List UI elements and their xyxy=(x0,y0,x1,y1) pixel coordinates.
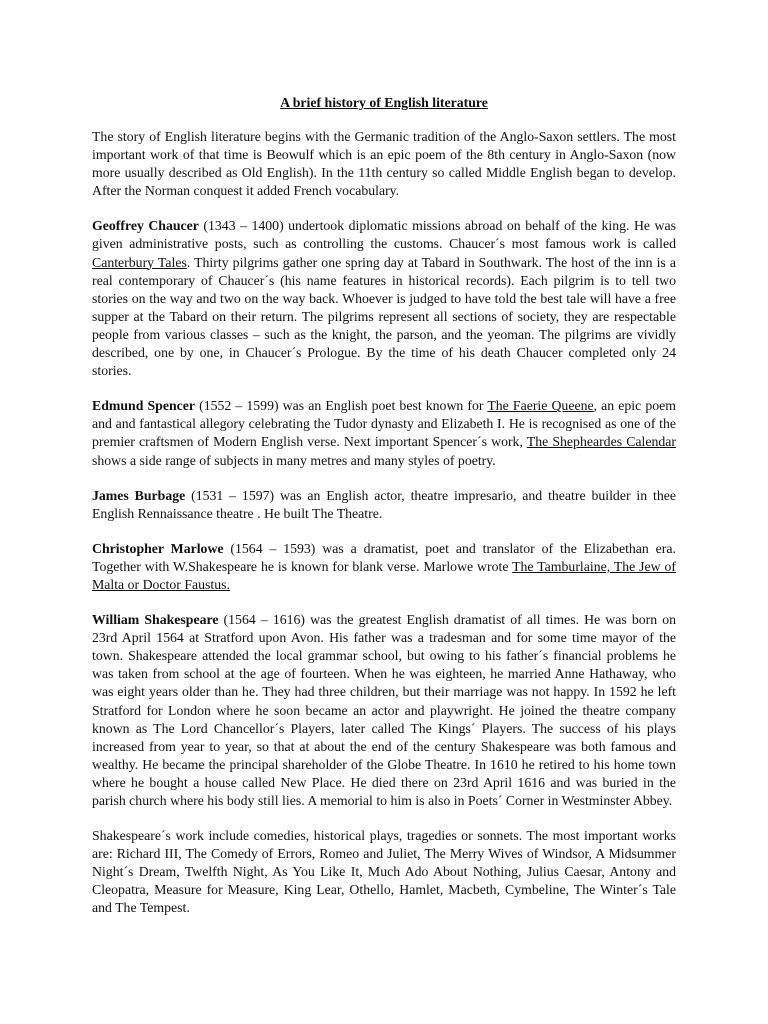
spencer-text-2: , an epic poem and and fantastical allegory celebrating the Tudor dynasty and Elizabeth I. He is recognised as one of the premier craftsmen of Modern English verse. Next important Spencer´s work, xyxy=(92,398,677,450)
spencer-work-title-1: The Faerie Queene xyxy=(487,398,594,414)
shakespeare-name: William Shakespeare xyxy=(92,612,219,628)
shakespeare-text-1: (1564 – 1616) was the greatest English dramatist of all times. He was born on 23rd April 1564 at Stratford upon Avon. His father was a tradesman and for some time mayor of the town. Shakespeare attended the local grammar school, but owing to his father´s financial problems he was taken from school at the age of fourteen. When he was eighteen, he married Anne Hathaway, who was eight years older than he. They had three children, but their marriage was not happy. In 1592 he left Stratford for London where he soon became an actor and playwright. He joined the theatre company known as The Lord Chancellor´s Players, later called The Kings´ Players. The success of his plays increased from year to year, so that at about the end of the century Shakespeare was both famous and wealthy. He became the principal shareholder of the Globe Theatre. In 1610 he retired to his home town where he bought a house called New Place. He died there on 23rd April 1616 and was buried in the parish church where his body still lies. A memorial to him is also in Poets´ Corner in Westminster Abbey. xyxy=(92,612,676,808)
intro-paragraph: The story of English literature begins with the Germanic tradition of the Anglo-Saxon settlers. The most important work of that time is Beowulf which is an epic poem of the 8th century in Anglo-Saxon (now more usually described as Old English). In the 11th century so called Middle English began to develop. After the Norman conquest it added French vocabulary. xyxy=(92,129,676,199)
spencer-paragraph xyxy=(92,397,676,469)
chaucer-paragraph xyxy=(92,217,676,380)
spencer-text-3: shows a side range of subjects in many metres and many styles of poetry. xyxy=(92,452,496,468)
document-title: A brief history of English literature xyxy=(280,95,488,110)
shakespeare-works-paragraph: Shakespeare´s work include comedies, historical plays, tragedies or sonnets. The most important works are: Richard III, The Comedy of Errors, Romeo and Juliet, The Merry Wives of Windsor, A Midsummer Night´s Dream, Twelfth Night, As You Like It, Much Ado About Nothing, Julius Caesar, Antony and Cleopatra, Measure for Measure, King Lear, Othello, Hamlet, Macbeth, Cymbeline, The Winter´s Tale and The Tempest. xyxy=(92,828,676,916)
marlowe-name: Christopher Marlowe xyxy=(92,540,224,556)
burbage-text-1: (1531 – 1597) was an English actor, theatre impresario, and theatre builder in thee English Rennaissance theatre . He built The Theatre. xyxy=(92,487,676,521)
burbage-paragraph xyxy=(92,487,676,523)
spencer-name: Edmund Spencer xyxy=(92,398,195,414)
chaucer-work-title: Canterbury Tales xyxy=(92,254,187,270)
spencer-text-1: (1552 – 1599) was an English poet best known for xyxy=(195,398,488,414)
marlowe-paragraph xyxy=(92,540,676,594)
chaucer-text-1: (1343 – 1400) undertook diplomatic missions abroad on behalf of the king. He was given administrative posts, such as controlling the customs. Chaucer´s most famous work is called xyxy=(92,218,676,252)
spencer-work-title-2: The Shepheardes Calendar xyxy=(526,434,676,450)
chaucer-text-2: . Thirty pilgrims gather one spring day at Tabard in Southwark. The host of the inn is a real contemporary of Chaucer´s (his name features in historical records). Each pilgrim is to tell two stories on the way and two on the way back. Whoever is judged to have told the best tale will have a free supper at the Tabard on their return. The pilgrims represent all sections of society, they are respectable people from various classes – such as the knight, the parson, and the yeoman. The pilgrims are vividly described, one by one, in Chaucer´s Prologue. By the time of his death Chaucer completed only 24 stories. xyxy=(92,254,676,379)
marlowe-work-titles: The Tamburlaine, The Jew of Malta or Doctor Faustus. xyxy=(92,558,676,592)
marlowe-text-1: (1564 – 1593) was a dramatist, poet and translator of the Elizabethan era. Together with W.Shakespeare he is known for blank verse. Marlowe wrote xyxy=(92,540,676,574)
chaucer-name: Geoffrey Chaucer xyxy=(92,218,199,234)
shakespeare-paragraph xyxy=(92,611,676,810)
burbage-name: James Burbage xyxy=(92,487,186,503)
